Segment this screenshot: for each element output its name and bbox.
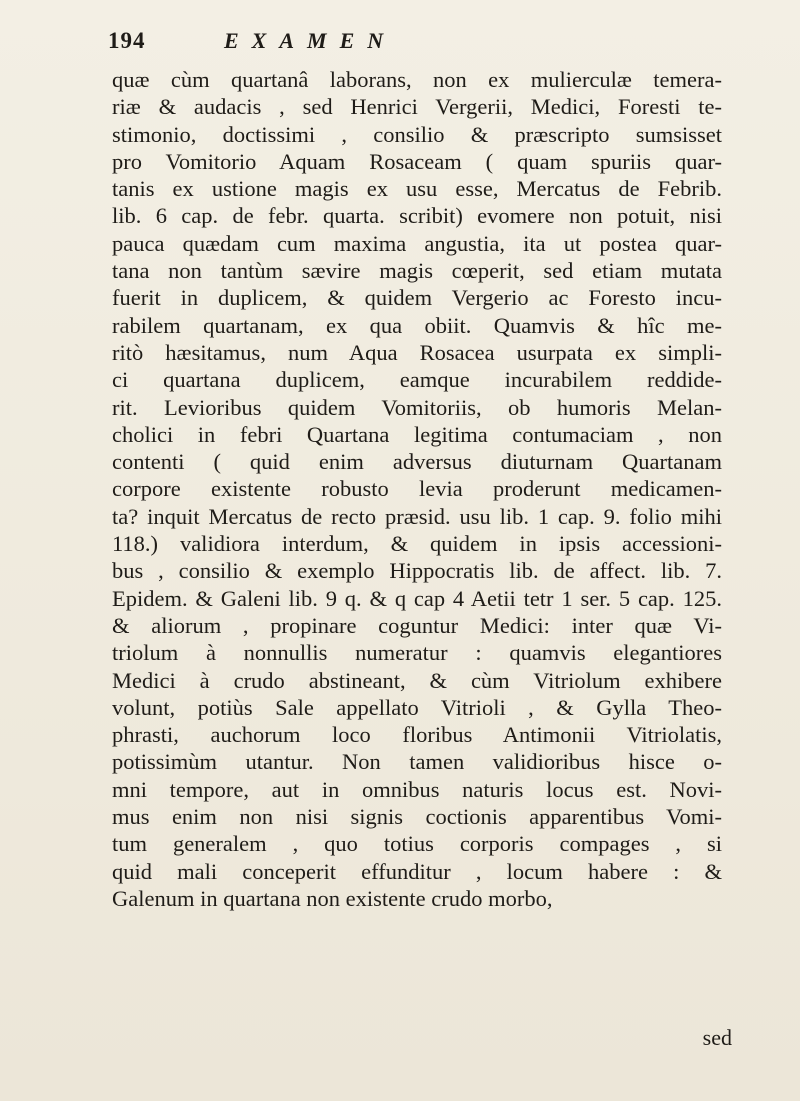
text-line: Epidem. & Galeni lib. 9 q. & q cap 4 Aetii tetr 1 ser. 5 cap. 125. bbox=[112, 585, 722, 611]
text-line: tana non tantùm sævire magis cœperit, sed etiam mutata bbox=[112, 258, 722, 284]
text-line: lib. 6 cap. de febr. quarta. scribit) evomere non potuit, nisi bbox=[112, 203, 722, 229]
text-line: bus , consilio & exemplo Hippocratis lib. de affect. lib. 7. bbox=[112, 558, 722, 584]
text-line: pauca quædam cum maxima angustia, ita ut postea quar- bbox=[112, 230, 722, 256]
text-line: cholici in febri Quartana legitima contumaciam , non bbox=[112, 421, 722, 447]
text-line: quid mali conceperit effunditur , locum habere : & bbox=[112, 858, 722, 884]
text-line: phrasti, auchorum loco floribus Antimonii Vitriolatis, bbox=[112, 722, 722, 748]
text-line: tanis ex ustione magis ex usu esse, Mercatus de Febrib. bbox=[112, 176, 722, 202]
text-line: potissimùm utantur. Non tamen validioribus hisce o- bbox=[112, 749, 722, 775]
text-line: rabilem quartanam, ex qua obiit. Quamvis & hîc me- bbox=[112, 312, 722, 338]
page-header bbox=[108, 28, 668, 64]
text-line: corpore existente robusto levia proderunt medicamen- bbox=[112, 476, 722, 502]
text-line: stimonio, doctissimi , consilio & præscripto sumsisset bbox=[112, 121, 722, 147]
text-line: ritò hæsitamus, num Aqua Rosacea usurpata ex simpli- bbox=[112, 339, 722, 365]
running-title: EXAMEN bbox=[224, 28, 397, 53]
page-number: 194 bbox=[108, 28, 146, 53]
text-line: & aliorum , propinare coguntur Medici: inter quæ Vi- bbox=[112, 612, 722, 638]
body-text bbox=[112, 66, 722, 912]
text-line: ta? inquit Mercatus de recto præsid. usu lib. 1 cap. 9. folio mihi bbox=[112, 503, 722, 529]
text-line: rit. Levioribus quidem Vomitoriis, ob humoris Melan- bbox=[112, 394, 722, 420]
text-line: tum generalem , quo totius corporis compages , si bbox=[112, 831, 722, 857]
text-line: Medici à crudo abstineant, & cùm Vitriolum exhibere bbox=[112, 667, 722, 693]
catchword: sed bbox=[702, 1025, 732, 1050]
text-line: fuerit in duplicem, & quidem Vergerio ac Foresto incu- bbox=[112, 285, 722, 311]
text-line: Galenum in quartana non existente crudo morbo, bbox=[112, 885, 553, 911]
text-line: pro Vomitorio Aquam Rosaceam ( quam spuriis quar- bbox=[112, 148, 722, 174]
text-line: contenti ( quid enim adversus diuturnam Quartanam bbox=[112, 449, 722, 475]
text-line: ci quartana duplicem, eamque incurabilem reddide- bbox=[112, 367, 722, 393]
text-line: riæ & audacis , sed Henrici Vergerii, Medici, Foresti te- bbox=[112, 94, 722, 120]
text-line: quæ cùm quartanâ laborans, non ex mulierculæ temera- bbox=[112, 67, 722, 92]
text-line: mni tempore, aut in omnibus naturis locus est. Novi- bbox=[112, 776, 722, 802]
text-line: volunt, potiùs Sale appellato Vitrioli , & Gylla Theo- bbox=[112, 694, 722, 720]
text-line: 118.) validiora interdum, & quidem in ipsis accessioni- bbox=[112, 531, 722, 557]
text-line: triolum à nonnullis numeratur : quamvis elegantiores bbox=[112, 640, 722, 666]
text-line: mus enim non nisi signis coctionis apparentibus Vomi- bbox=[112, 804, 722, 830]
